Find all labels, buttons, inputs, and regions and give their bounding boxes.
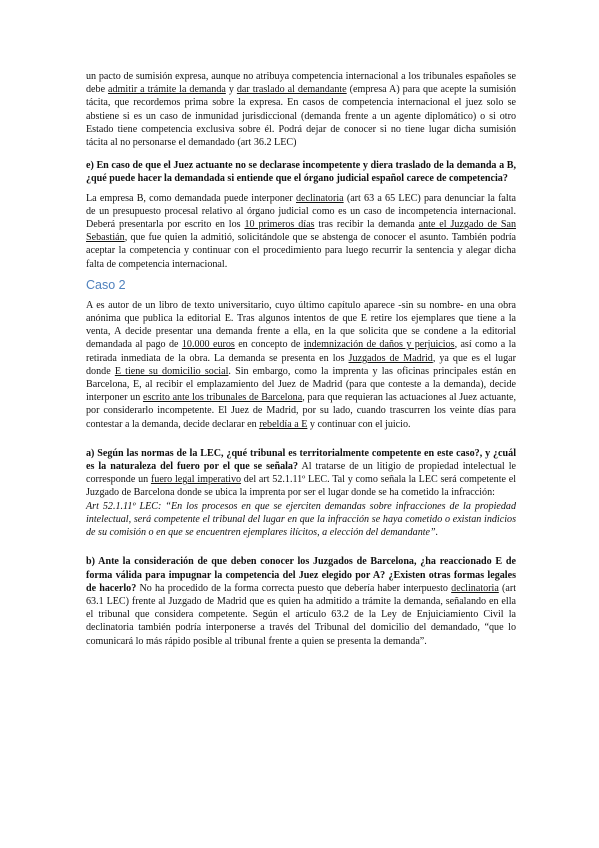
underlined-phrase: declinatoria bbox=[451, 582, 499, 594]
underlined-phrase: ante el Juzgado de San Sebastián bbox=[86, 219, 517, 244]
question-b: b) Ante la consideración de que deben conocer los Juzgados de Barcelona, ¿ha reaccionado E de forma válida para impugnar la competencia del Juez elegido por A? ¿Existen otras formas legales de hacerlo? No ha procedido de la forma correcta puesto que debería haber interpuesto declinatoria (art 63.1 LEC) frente al Juzgado de Madrid que es quien ha admitido a trámite la demanda, señalando en ella el tribunal que considera competente. Según el artículo 63.2 de la Ley de Enjuiciamiento Civil la declinatoria también podría interponerse a través del Tribunal del domicilio del demandado, “que lo comunicará lo más rápido posible al tribunal frente a quien se presenta la demanda”. bbox=[86, 556, 517, 647]
case-heading: Caso 2 bbox=[86, 277, 126, 292]
case2-statement: A es autor de un libro de texto universitario, cuyo último capítulo aparece -sin su nombre- en una obra anónima que publica la editorial E. Tras algunos intentos de que E retire los ejemplares que tiene a la venta, A decide presentar una demanda frente a ella, en la que solicita que se condene a la editorial demandada al pago de 10.000 euros en concepto de indemnización de daños y perjuicios, así como a la retirada inmediata de la obra. La demanda se presenta en los Juzgados de Madrid, ya que es el lugar donde E tiene su domicilio social. Sin embargo, como la imprenta y las oficinas principales están en Barcelona, E, al recibir el emplazamiento del Juez de Madrid (para que conteste a la demanda), decide interponer un escrito ante los tribunales de Barcelona, para que requieran las actuaciones al Juez actuante, por considerarlo incompetente. El Juez de Madrid, por su lado, cuando trascurren los veinte días para contestar a la demanda, decide declarar en rebeldía a E y continuar con el juicio. bbox=[86, 299, 517, 430]
underlined-phrase: declinatoria bbox=[295, 192, 344, 204]
underlined-phrase: rebeldía a E bbox=[259, 418, 308, 430]
question-a: a) Según las normas de la LEC, ¿qué tribunal es territorialmente competente en este caso?, y ¿cuál es la naturaleza del fuero por el que se señala? Al tratarse de un litigio de propiedad intelectual le corresponde un fuero legal imperativo del art 52.1.11º LEC. Tal y como señala la LEC será competente el Juzgado de Barcelona donde se ubica la imprenta por ser el lugar donde se ha cometido la infracción: bbox=[86, 447, 517, 499]
underlined-phrase: 10 primeros días bbox=[244, 219, 315, 231]
underlined-phrase: fuero legal imperativo bbox=[150, 474, 242, 486]
answer-e: La empresa B, como demandada puede interponer declinatoria (art 63 a 65 LEC) para denunciar la falta de un presupuesto procesal relativo al órgano judicial como es un caso de incompetencia internacional. Deberá presentarla por escrito en los 10 primeros días tras recibir la demanda ante el Juzgado de San Sebastián, que fue quien la admitió, solicitándole que se abstenga de conocer el asunto. También podría aceptar la competencia y continuar con el procedimiento para luego recurrir la sentencia y alegar dicha falta de competencia internacional. bbox=[86, 192, 517, 270]
quote-art-52: Art 52.1.11º LEC: “En los procesos en que se ejerciten demandas sobre infracciones de la propiedad intelectual, será competente el tribunal del lugar en que la infracción se haya cometido o existan indicios de su comisión o en que se encuentren ejemplares ilícitos, a elección del demandante”. bbox=[86, 500, 516, 539]
underlined-phrase: Juzgados de Madrid bbox=[348, 352, 433, 364]
underlined-phrase: indemnización de daños y perjuicios bbox=[303, 339, 455, 351]
document-page bbox=[86, 70, 516, 648]
underlined-phrase: E tiene su domicilio social bbox=[114, 365, 229, 377]
underlined-phrase: dar traslado al demandante bbox=[236, 84, 347, 96]
underlined-phrase: 10.000 euros bbox=[181, 339, 235, 351]
underlined-phrase: escrito ante los tribunales de Barcelona bbox=[142, 392, 303, 404]
paragraph-jurisdiction: un pacto de sumisión expresa, aunque no atribuya competencia internacional a los tribunales españoles se debe admitir a trámite la demanda y dar traslado al demandante (empresa A) para que acepte la sumisión tácita, que recordemos prima sobre la expresa. En casos de competencia internacional el juez solo se abstiene si es un caso de inmunidad jurisdiccional (demanda frente a un agente diplomático) o si otro Estado tiene competencia exclusiva sobre él. Podrá dejar de conocer si no tiene lugar dicha sumisión tácita al no personarse el demandado (art 36.2 LEC) bbox=[86, 71, 517, 149]
question-e: e) En caso de que el Juez actuante no se declarase incompetente y diera traslado de la demanda a B, ¿qué puede hacer la demandada si entiende que el órgano judicial español carece de competencia? bbox=[86, 160, 516, 185]
underlined-phrase: admitir a trámite la demanda bbox=[108, 84, 226, 96]
